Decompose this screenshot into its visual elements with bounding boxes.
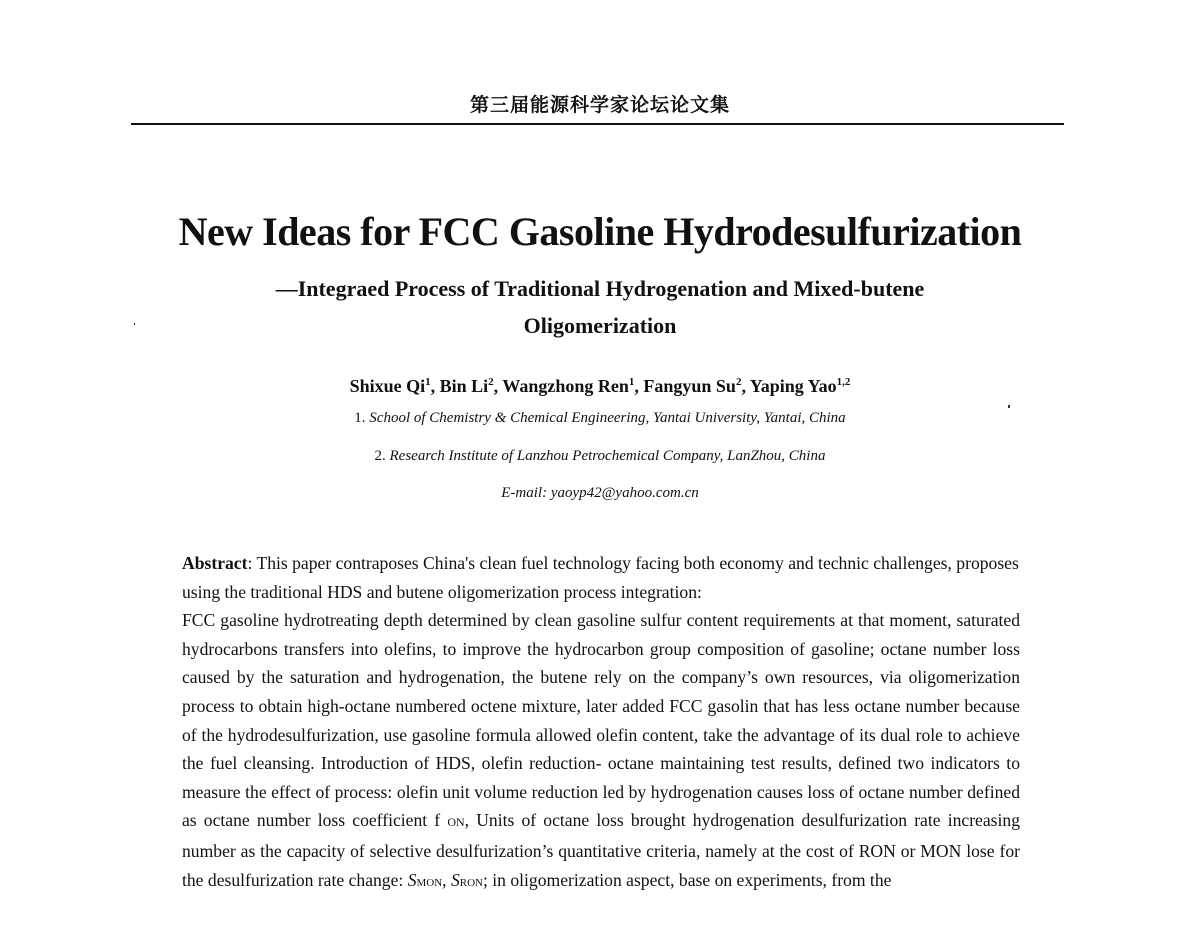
author: Wangzhong Ren$^1$: [502, 376, 635, 396]
header-rule: [131, 123, 1064, 125]
author: Yaping Yao$^{1,2}$: [749, 376, 851, 396]
subtitle-line-1: —Integraed Process of Traditional Hydrogenation and Mixed-butene: [275, 276, 925, 301]
affiliation-1: 1. School of Chemistry & Chemical Engineering, Yantai University, Yantai, China: [354, 410, 846, 426]
author: Shixue Qi$^1$: [349, 376, 431, 396]
abstract: [182, 549, 1020, 897]
subtitle-line-2: Oligomerization: [523, 313, 677, 338]
paper-subtitle: [0, 270, 1200, 344]
author-email: E-mail: yaoyp42@yahoo.com.cn: [501, 485, 699, 501]
running-head: 第三届能源科学家论坛论文集: [469, 94, 730, 116]
abstract-body: FCC gasoline hydrotreating depth determined by clean gasoline sulfur content requirements at that moment, saturated hydrocarbons transfers into olefins, to improve the hydrocarbon group composition of gasoline; octane number loss caused by the saturation and hydrogenation, the butene rely on the company’s own resources, via oligomerization process to obtain high-octane numbered octene mixture, later added FCC gasolin that has less octane number because of the hydrodesulfurization, use gasoline formula allowed olefin content, take the advantage of its dual role to achieve the fuel cleansing. Introduction of HDS, olefin reduction- octane maintaining test results, defined two indicators to measure the effect of process: olefin unit volume reduction led by hydrogenation causes loss of octane number defined as octane number loss coefficient f ON, Units of octane loss brought hydrogenation desulfurization rate increasing number as the capacity of selective desulfurization’s quantitative criteria, namely at the cost of RON or MON lose for the desulfurization rate change: SMON, SRON; in oligomerization aspect, base on experiments, from the: [182, 610, 1020, 890]
abstract-lead: Abstract: This paper contraposes China's clean fuel technology facing both economy and technic challenges, proposes using the traditional HDS and butene oligomerization process integration:: [182, 553, 1019, 602]
author: Bin Li$^2$: [439, 376, 494, 396]
abstract-label: Abstract: [182, 553, 248, 573]
scan-speck: [1008, 405, 1010, 408]
affiliation-2: 2. Research Institute of Lanzhou Petrochemical Company, LanZhou, China: [374, 448, 826, 464]
author-list: Shixue Qi$^1$, Bin Li$^2$, Wangzhong Ren$^1$, Fangyun Su$^2$, Yaping Yao$^{1,2}$: [349, 376, 851, 396]
paper-title: New Ideas for FCC Gasoline Hydrodesulfurization: [178, 209, 1022, 254]
author: Fangyun Su$^2$: [643, 376, 742, 396]
scan-speck: [134, 323, 135, 325]
